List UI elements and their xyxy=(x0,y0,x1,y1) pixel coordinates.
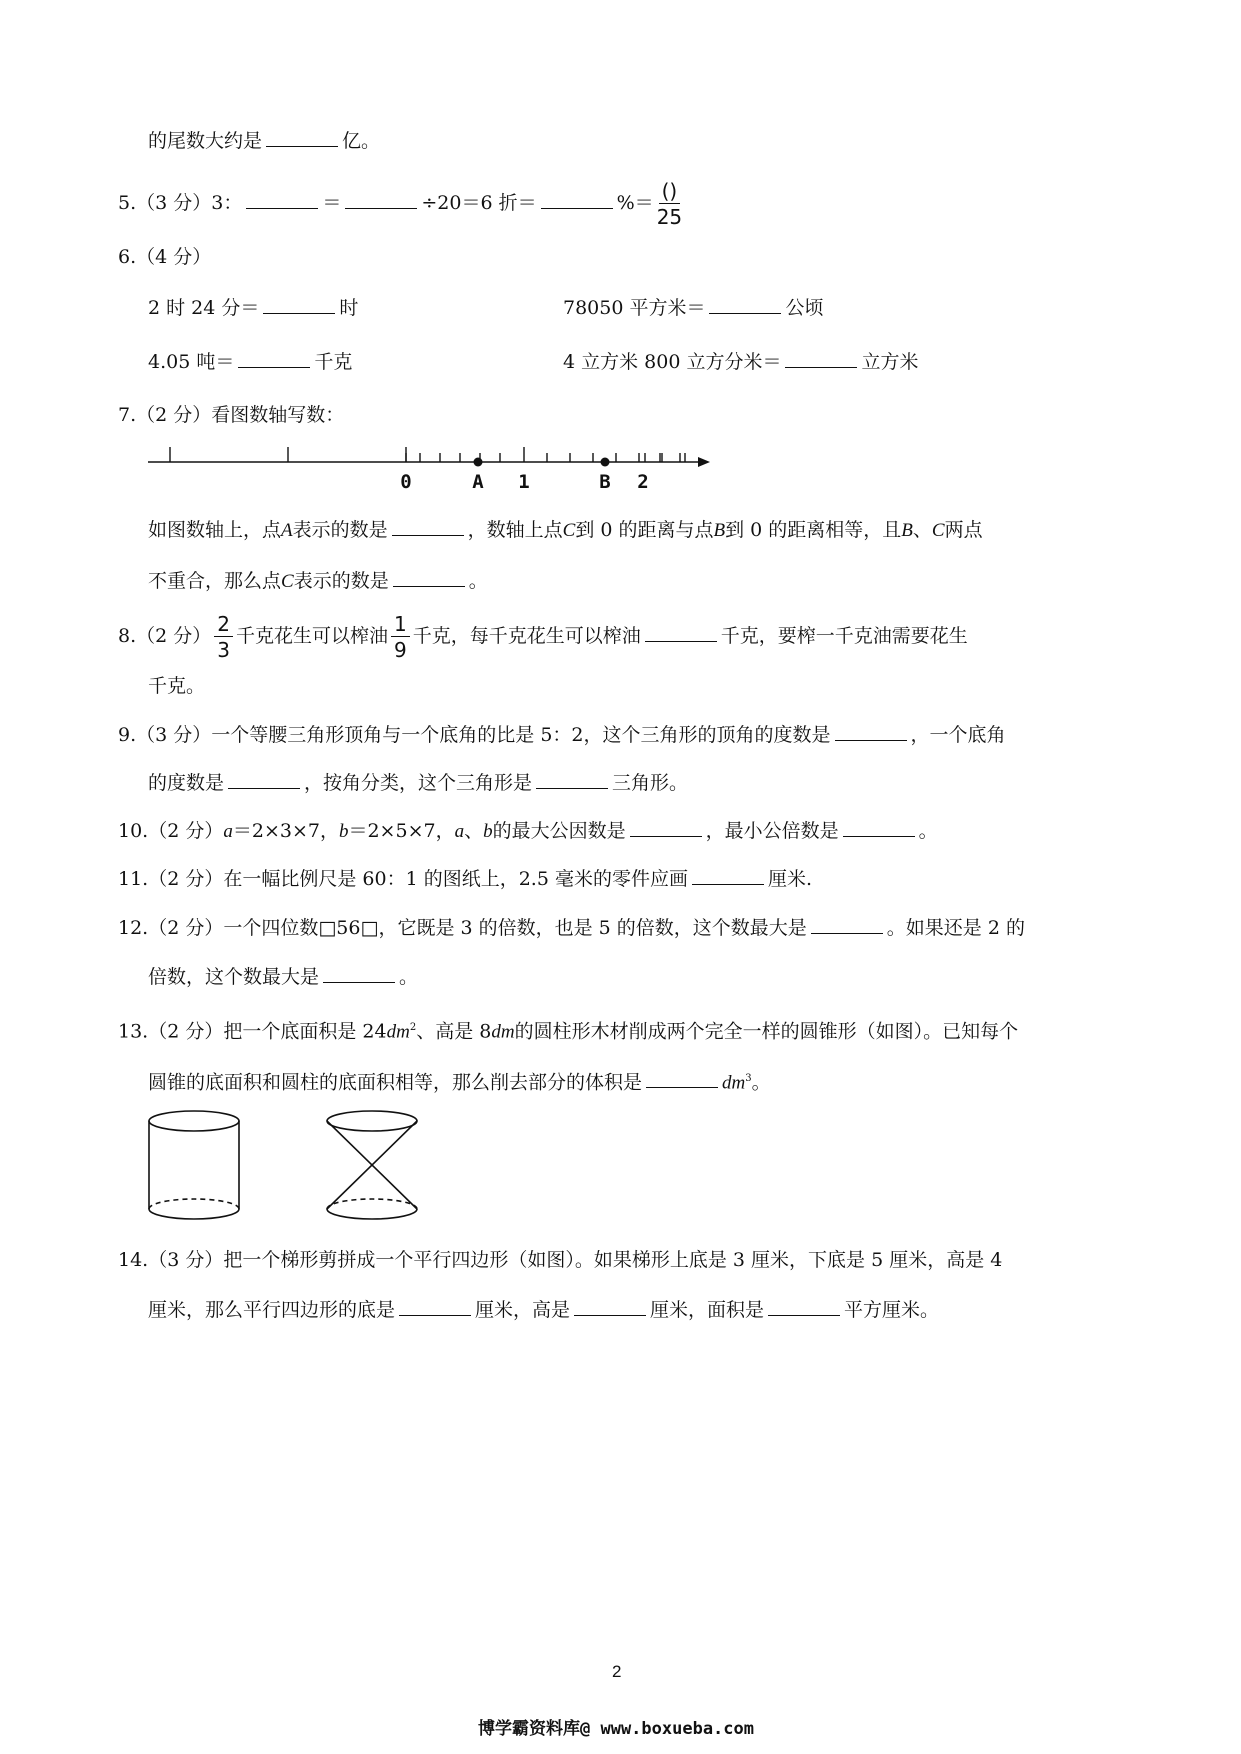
q12-text-2: 。如果还是 2 的 xyxy=(886,917,1025,939)
number-line-figure xyxy=(140,432,720,494)
q9-text-5: 三角形。 xyxy=(612,772,689,794)
q12-text-3: 倍数，这个数最大是 xyxy=(148,966,320,988)
q13-sup-3: 3 xyxy=(745,1073,752,1084)
q14-text-2: 厘米，那么平行四边形的底是 xyxy=(148,1299,396,1321)
footer-watermark[interactable]: 博学霸资料库@ www.boxueba.com xyxy=(478,1719,754,1739)
q14-text-1: 把一个梯形剪拼成一个平行四边形（如图）。如果梯形上底是 3 厘米，下底是 5 厘米，高是 4 xyxy=(223,1249,1003,1271)
axis-label-2: 2 xyxy=(637,471,649,493)
q8-fraction-1 xyxy=(214,614,233,660)
q10-var-a: a xyxy=(223,821,233,842)
q5 xyxy=(118,181,685,227)
q8-number: 8. xyxy=(118,625,137,647)
axis-label-0: 0 xyxy=(400,471,412,493)
q12-number: 12. xyxy=(118,917,149,939)
q14-blank-2[interactable] xyxy=(574,1297,646,1316)
q10-number: 10. xyxy=(118,820,149,842)
q7-var-c2: C xyxy=(931,520,945,541)
q6-item-1-unit: 时 xyxy=(339,297,359,319)
q14-text-4: 厘米，面积是 xyxy=(650,1299,765,1321)
q5-text: 3： xyxy=(211,192,243,214)
q7-var-b2: B xyxy=(901,520,913,541)
q6-number: 6. xyxy=(118,246,137,268)
q8-score: （2 分） xyxy=(136,625,212,647)
q10-text-3: 、 xyxy=(464,820,484,842)
axis-label-b: B xyxy=(599,471,611,493)
q5-number: 5. xyxy=(118,192,137,214)
q8-text-4: 千克。 xyxy=(148,675,206,697)
q8-line-1 xyxy=(118,614,968,660)
q8-frac1-num: 2 xyxy=(214,614,233,637)
q14-blank-3[interactable] xyxy=(768,1297,840,1316)
q7-text-a: 如图数轴上，点 xyxy=(148,519,282,541)
q13-unit-1: dm xyxy=(386,1021,410,1043)
q14-text-5: 平方厘米。 xyxy=(844,1299,940,1321)
q7-line-1 xyxy=(148,517,983,544)
q7-text-d: 到 0 的距离与点 xyxy=(575,519,714,541)
q6-item-4 xyxy=(563,349,919,375)
double-cone-icon xyxy=(327,1111,417,1219)
q5-frac-numerator[interactable]: () xyxy=(659,181,681,204)
q6-item-4-text: 4 立方米 800 立方分米＝ xyxy=(563,351,782,373)
q7-text-b: 表示的数是 xyxy=(292,519,388,541)
q13-text-1: 把一个底面积是 24 xyxy=(223,1020,387,1043)
q5-blank-1[interactable] xyxy=(246,190,318,209)
q12-blank-2[interactable] xyxy=(323,964,395,983)
q11-number: 11. xyxy=(118,868,149,890)
q13-blank[interactable] xyxy=(646,1069,718,1088)
q12-text-1: 一个四位数□56□，它既是 3 的倍数，也是 5 的倍数，这个数最大是 xyxy=(223,917,807,939)
q7-text-f: 、 xyxy=(912,519,932,541)
q7-var-c: C xyxy=(562,520,576,541)
q7-text-i: 表示的数是 xyxy=(293,570,389,592)
q13-unit-3: dm xyxy=(722,1072,746,1094)
q11-blank[interactable] xyxy=(692,866,764,885)
q6-blank-3[interactable] xyxy=(238,349,310,368)
q6-item-3 xyxy=(148,349,352,375)
point-a-marker xyxy=(474,458,483,467)
q5-frac-denominator: 25 xyxy=(656,205,683,229)
q9-number: 9. xyxy=(118,724,137,746)
q8-text-1: 千克花生可以榨油 xyxy=(236,625,389,647)
q7-text-e: 到 0 的距离相等，且 xyxy=(725,519,902,541)
q4-blank[interactable] xyxy=(266,128,338,147)
q8-frac1-den: 3 xyxy=(217,638,231,662)
q10-blank-1[interactable] xyxy=(630,818,702,837)
q5-blank-2[interactable] xyxy=(345,190,417,209)
q5-pct: %＝ xyxy=(616,192,654,214)
q6-item-2 xyxy=(563,295,824,321)
q6-blank-4[interactable] xyxy=(785,349,857,368)
q9-blank-2[interactable] xyxy=(228,770,300,789)
q9-text-3: 的度数是 xyxy=(148,772,225,794)
q6-item-2-text: 78050 平方米＝ xyxy=(563,297,706,319)
q10-blank-2[interactable] xyxy=(843,818,915,837)
q4-text-end: 亿。 xyxy=(342,130,381,152)
cylinder-cone-figure xyxy=(140,1105,440,1235)
number-line-arrow xyxy=(698,457,710,467)
axis-label-1: 1 xyxy=(518,471,530,493)
cylinder-icon xyxy=(149,1111,239,1219)
q6-item-4-unit: 立方米 xyxy=(861,351,919,373)
q13-text-5: 。 xyxy=(751,1071,771,1094)
q10-text-6: 。 xyxy=(918,820,938,842)
q14-score: （3 分） xyxy=(148,1249,224,1271)
q7-score: （2 分） xyxy=(136,404,212,426)
q9-blank-1[interactable] xyxy=(835,722,907,741)
q14-number: 14. xyxy=(118,1249,149,1271)
q10-text-4: 的最大公因数是 xyxy=(492,820,626,842)
q5-eq: ＝ xyxy=(322,192,342,214)
q9-score: （3 分） xyxy=(136,724,212,746)
q7-blank-1[interactable] xyxy=(392,517,464,536)
q9-blank-3[interactable] xyxy=(536,770,608,789)
q4-tail xyxy=(148,128,380,154)
q9-text-2: ，一个底角 xyxy=(910,724,1006,746)
q5-fraction xyxy=(657,181,682,227)
page-number: 2 xyxy=(612,1662,622,1681)
point-b-marker xyxy=(601,458,610,467)
q8-text-3: 千克，要榨一千克油需要花生 xyxy=(720,625,968,647)
q5-blank-3[interactable] xyxy=(541,190,613,209)
q7-text-c: ，数轴上点 xyxy=(467,519,563,541)
q8-text-2: 千克，每千克花生可以榨油 xyxy=(412,625,641,647)
q13-text-2: 、高是 8 xyxy=(416,1020,492,1043)
q6-item-1-text: 2 时 24 分＝ xyxy=(148,297,260,319)
q5-div-text: ÷20＝6 折＝ xyxy=(421,192,537,214)
q12-blank-1[interactable] xyxy=(811,915,883,934)
q6-blank-2[interactable] xyxy=(709,295,781,314)
q7-header xyxy=(118,402,344,428)
q14-blank-1[interactable] xyxy=(399,1297,471,1316)
q7-text-h: 不重合，那么点 xyxy=(148,570,282,592)
q9-line-2 xyxy=(148,770,688,796)
q14-line-2 xyxy=(148,1297,939,1323)
q7-var-a: A xyxy=(281,520,293,541)
q11-text-1: 在一幅比例尺是 60：1 的图纸上，2.5 毫米的零件应画 xyxy=(223,868,688,890)
q8-frac2-num: 1 xyxy=(391,614,410,637)
q8-frac2-den: 9 xyxy=(394,638,407,662)
q7-text-j: 。 xyxy=(468,570,488,592)
q6-item-2-unit: 公顷 xyxy=(785,297,824,319)
q10-text-1: ＝2×3×7， xyxy=(232,820,339,842)
q10-text-5: ，最小公倍数是 xyxy=(705,820,839,842)
q10-var-a2: a xyxy=(454,821,465,842)
q8-blank-1[interactable] xyxy=(645,623,717,642)
q12-line-2 xyxy=(148,964,418,990)
q7-line-2 xyxy=(148,568,488,595)
q10-score: （2 分） xyxy=(148,820,224,842)
q7-text-g: 两点 xyxy=(944,519,983,541)
q11 xyxy=(118,866,812,892)
q12-text-4: 。 xyxy=(399,966,419,988)
q13-number: 13. xyxy=(118,1020,149,1043)
q14-line-1 xyxy=(118,1247,1002,1273)
q8-fraction-2 xyxy=(391,614,410,660)
q6-item-3-text: 4.05 吨＝ xyxy=(148,351,235,373)
q12-score: （2 分） xyxy=(148,917,224,939)
q13-sup-1: 2 xyxy=(409,1022,417,1033)
q11-text-2: 厘米. xyxy=(767,868,813,890)
q13-score: （2 分） xyxy=(148,1020,224,1043)
q7-number: 7. xyxy=(118,404,137,426)
q11-score: （2 分） xyxy=(148,868,224,890)
q6-header xyxy=(118,244,211,270)
q9-line-1 xyxy=(118,722,1006,748)
q10-var-b: b xyxy=(338,821,349,842)
q13-text-3: 的圆柱形木材削成两个完全一样的圆锥形（如图）。已知每个 xyxy=(514,1020,1019,1043)
q13-line-2 xyxy=(148,1066,771,1096)
q9-text-4: ，按角分类，这个三角形是 xyxy=(304,772,533,794)
q7-text: 看图数轴写数： xyxy=(211,404,345,426)
q14-text-3: 厘米，高是 xyxy=(475,1299,571,1321)
q13-line-1 xyxy=(118,1015,1018,1045)
q4-text: 的尾数大约是 xyxy=(148,130,263,152)
q6-item-3-unit: 千克 xyxy=(314,351,353,373)
q8-line-2 xyxy=(148,673,205,699)
q10-var-b2: b xyxy=(483,821,493,842)
q7-blank-2[interactable] xyxy=(393,568,465,587)
q13-unit-2: dm xyxy=(491,1021,515,1043)
q13-text-4: 圆锥的底面积和圆柱的底面积相等，那么削去部分的体积是 xyxy=(148,1071,643,1094)
q6-item-1 xyxy=(148,295,358,321)
axis-label-a: A xyxy=(472,471,484,493)
q6-score: （4 分） xyxy=(136,246,212,268)
q10-text-2: ＝2×5×7， xyxy=(348,820,455,842)
q7-var-b: B xyxy=(713,520,726,541)
q10 xyxy=(118,818,938,845)
q7-var-c3: C xyxy=(281,571,294,592)
q5-score: （3 分） xyxy=(136,192,212,214)
q12-line-1 xyxy=(118,915,1025,941)
q9-text-1: 一个等腰三角形顶角与一个底角的比是 5：2，这个三角形的顶角的度数是 xyxy=(211,724,831,746)
q6-blank-1[interactable] xyxy=(263,295,335,314)
